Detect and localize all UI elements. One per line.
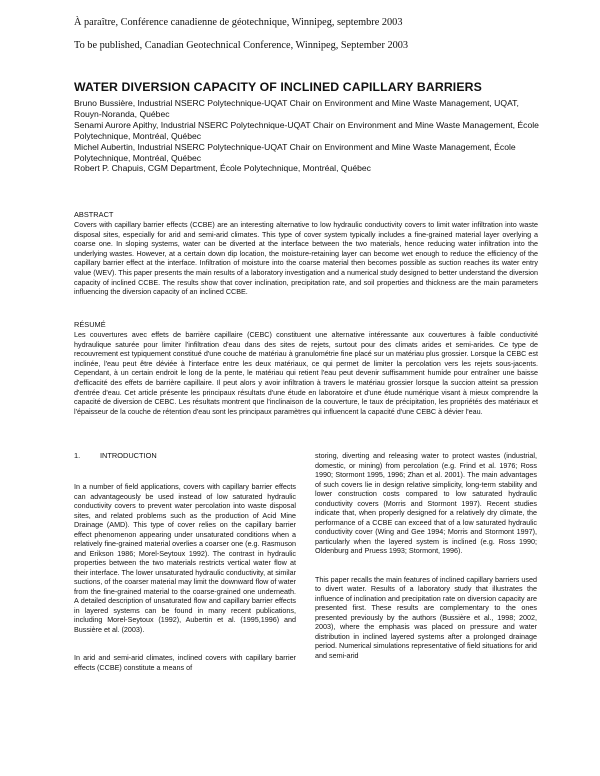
author-affiliation: Senami Aurore Apithy, Industrial NSERC Polytechnique-UQAT Chair on Environment and Mine Waste Management, École Polytechnique, Montréal, Québec	[74, 119, 539, 141]
right-column	[315, 451, 537, 660]
abstract-heading: ABSTRACT	[74, 210, 114, 219]
intro-paragraph: In a number of field applications, covers with capillary barrier effects can advantageously be used instead of low saturated hydraulic conductivity covers to prevent water percolation into waste disposal sites, and related problems such as the production of Acid Mine Drainage (AMD). This type of cover relies on the capillary barrier effect phenomenon appearing under unsaturated conditions when a relatively fine-grained material overlies a coarser one (e.g. Rasmuson and Erikson 1986; Morel-Seytoux 1992). The contrast in hydraulic properties between the two materials restricts vertical water flow at their interface. The lower unsaturated hydraulic conductivity, at similar suctions, of the coarser material may limit the downward flow of water from the fine-grained material to the coarse-grained one underneath. A detailed description of unsaturated flow and capillary barrier effects in layered systems can be found in many recent publications, including Morel-Seytoux (1992), Aubertin et al. (1995,1996) and Bussière et al. (2003).	[74, 482, 296, 634]
resume-text: Les couvertures avec effets de barrière capillaire (CEBC) constituent une alternative intéressante aux couvertures à faible conductivité hydraulique saturée pour limiter l'infiltration d'eau dans des sites de rejets, surtout pour des climats arides et semi-arides. Ce type de recouvrement est typiquement constitué d'une couche de matériau à granulométrie fine placé sur un matériau plus grossier. Lorsque la CEBC est inclinée, l'eau peut être déviée à l'interface entre les deux matériaux, ce qui permet de limiter la percolation vers les rejets sous-jacents. Cependant, à un certain endroit le long de la pente, le matériau qui retient l'eau peut devenir suffisamment humide pour entraîner une baisse d'efficacité des effets de barrière capillaire. Il peut alors y avoir infiltration à travers le matériau grossier lorsque la succion atteint sa pression d'entrée d'eau. Cet article présente les principaux résultats d'une étude en laboratoire et d'une étude numérique visant à mieux comprendre la capacité de diversion de CEBC. Les résultats montrent que l'inclinaison de la couverture, le taux de précipitation, les propriétés des matériaux et l'épaisseur de la couche de rétention d'eau sont les principaux paramètres qui influencent la capacité d'une CEBC à dévier l'eau.	[74, 330, 538, 416]
abstract-section	[74, 210, 538, 297]
intro-paragraph: storing, diverting and releasing water to protect wastes (industrial, domestic, or mining) from percolation (e.g. Frind et al. 1976; Ross 1990; Stormont 1995, 1996; Zhan et al. 2001). The main advantages of such covers lie in design relative simplicity, long-term stability and lower construction costs compared to low saturated hydraulic conductivity covers (Morris and Stormont 1997). Recent studies indicate that, when properly designed for a relatively dry climate, the performance of a CCBE can exceed that of a low saturated hydraulic conductivity cover (Wing and Gee 1994; Morris and Stormont 1997), particularly when the layered system is inclined (e.g. Ross 1990; Oldenburg and Pruess 1993; Stormont, 1996).	[315, 451, 537, 555]
author-affiliation: Bruno Bussière, Industrial NSERC Polytechnique-UQAT Chair on Environment and Mine Waste Management, UQAT, Rouyn-Noranda, Québec	[74, 98, 519, 119]
conference-notice-english: To be published, Canadian Geotechnical Conference, Winnipeg, September 2003	[74, 40, 409, 51]
intro-paragraph: This paper recalls the main features of inclined capillary barriers used to divert water. Results of a laboratory study that illustrates the influence of inclination and precipitation rate on diversion capacity are presented first. These results are complementary to the ones presented previously by the authors (Bussière et al., 1998; 2002, 2003), where the emphasis was placed on pressure and water distribution in inclined layered systems after a prolonged drainage period. Numerical simulations representative of field situations for arid and semi-arid	[315, 574, 537, 660]
paper-title: WATER DIVERSION CAPACITY OF INCLINED CAPILLARY BARRIERS	[74, 80, 482, 94]
author-affiliation: Robert P. Chapuis, CGM Department, École Polytechnique, Montréal, Québec	[74, 163, 371, 174]
author-affiliation: Michel Aubertin, Industrial NSERC Polytechnique-UQAT Chair on Environment and Mine Waste Management, École Polytechnique, Montréal, Québec	[74, 141, 516, 163]
abstract-text: Covers with capillary barrier effects (CCBE) are an interesting alternative to low hydraulic conductivity covers to limit water infiltration into waste disposal sites, especially for arid and semi-arid climates. This type of cover system typically includes a fine-grained material layer overlying a coarse one. In sloping systems, water can be diverted at the interface between the two materials, hence reducing water infiltration into the underlying wastes. However, at a certain down dip location, the moisture-retaining layer can become wet enough to reduce the efficiency of the capillary barrier effect at the interface. Infiltration of moisture into the coarse material then becomes possible as suction reaches its water entry value (WEV). This paper presents the main results of a laboratory investigation and a numerical study designed to better understand the diversion capacity of inclined CCBE. The results show that cover inclination, precipitation rate, and soil properties and thickness are the main parameters influencing the diversion capacity of an inclined CCBE.	[74, 220, 538, 297]
section-number: 1.	[74, 451, 81, 460]
resume-section	[74, 320, 538, 416]
author-list	[74, 98, 540, 174]
intro-paragraph: In arid and semi-arid climates, inclined covers with capillary barrier effects (CCBE) constitute a means of	[74, 653, 296, 672]
section-title: INTRODUCTION	[100, 451, 157, 460]
resume-heading: RÉSUMÉ	[74, 320, 106, 329]
left-column	[74, 451, 296, 672]
section-heading-introduction	[74, 451, 296, 461]
conference-notice-french: À paraître, Conférence canadienne de géotechnique, Winnipeg, septembre 2003	[74, 17, 403, 28]
